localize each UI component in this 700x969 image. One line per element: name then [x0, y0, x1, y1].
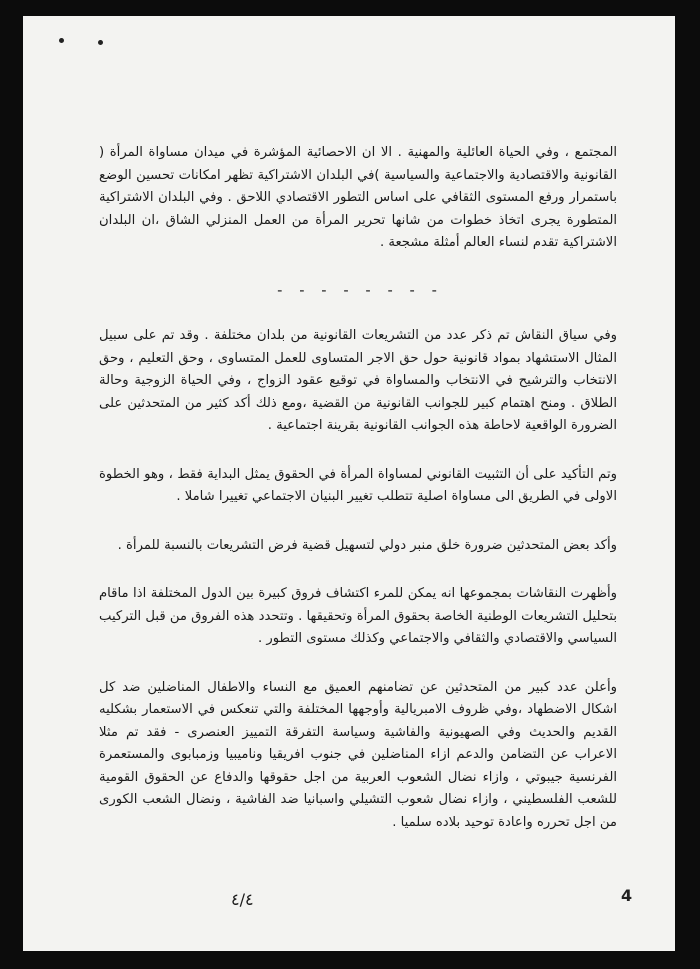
document-page — [23, 16, 675, 951]
paragraph: وتم التأكيد على أن التثبيت القانوني لمساواة المرأة في الحقوق يمثل البداية فقط ، وهو الخطوة الاولى في الطريق الى مساواة اصلية تتطلب تغيير البنيان الاجتماعي تغييرا شاملا . — [99, 466, 617, 504]
punch-hole-mark — [98, 40, 103, 45]
document-body — [99, 142, 617, 834]
paragraph: وأكد بعض المتحدثين ضرورة خلق منبر دولي لتسهيل قضية فرض التشريعات بالنسبة للمرأة . — [117, 537, 617, 553]
punch-hole-mark — [59, 38, 64, 43]
section-separator: - - - - - - - - — [275, 280, 441, 299]
paragraph: وأظهرت النقاشات بمجموعها انه يمكن للمرء اكتشاف فروق كبيرة بين الدول المختلفة اذا ماقام بتحليل التشريعات الوطنية الخاصة بحقوق المرأة وتحقيقها . وتتحدد هذه الفروق من قبل التركيب السياسي والاقتصادي والثقافي والاجتماعي وكذلك مستوى التطور . — [99, 586, 617, 646]
paragraph: وأعلن عدد كبير من المتحدثين عن تضامنهم العميق مع النساء والاطفال المناضلين ضد كل اشكال الاضطهاد ،وفي ظروف الامبريالية وأوجهها المختلفة والتي تنعكس في الاستعمار بشكليه القديم والحديث وفي الصهيونية والفاشية وسياسة التفرقة التمييز العنصرى - فقد تم مثلا الاعراب عن التضامن والدعم ازاء المناضلين في جنوب افريقيا وناميبيا وزمبابوى والمستعمرة الفرنسية جيبوتي ، وازاء نضال الشعوب العربية من اجل حقوقها والدفاع عن الحقوق القومية للشعب الفلسطيني ، وازاء نضال شعوب التشيلي واسبانيا ضد الفاشية ، ونضال الشعب الكورى من اجل تحرره واعادة توحيد بلاده سلميا . — [99, 679, 617, 830]
page-number: ٤/٤ — [231, 890, 254, 909]
paragraph: المجتمع ، وفي الحياة العائلية والمهنية . الا ان الاحصائية المؤشرة في ميدان مساواة المرأة ( القانونية والاقتصادية والاجتماعية والسياسية )في البلدان الاشتراكية تظهر امكانات تحسين الوضع باستمرار ورفع المستوى الثقافي على اساس التطور الاقتصادي اللاحق . وفي البلدان الاشتراكية المتطورة يجرى اتخاذ خطوات من شانها تحرير المرأة من العمل المنزلي الشاق ،ان البلدان الاشتراكية تقدم لنساء العالم أمثلة مشجعة . — [99, 145, 617, 250]
paragraph: وفي سياق النقاش تم ذكر عدد من التشريعات القانونية من بلدان مختلفة . وقد تم على سبيل المثال الاستشهاد بمواد قانونية حول حق الاجر المتساوى للعمل المتساوى ، وحق التعليم ، وحق الانتخاب والترشيح في الانتخاب والمساواة في توقيع عقود الزواج ، وفي الحياة الزوجية وحالة الطلاق . ومنح اهتمام كبير للجوانب القانونية من القضية ،ومع ذلك أكد كثير من المتحدثين على الضرورة الواقعية لاحاطة هذه الجوانب القانونية بقرينة اجتماعية . — [99, 328, 617, 433]
corner-mark: 4 — [621, 886, 633, 905]
